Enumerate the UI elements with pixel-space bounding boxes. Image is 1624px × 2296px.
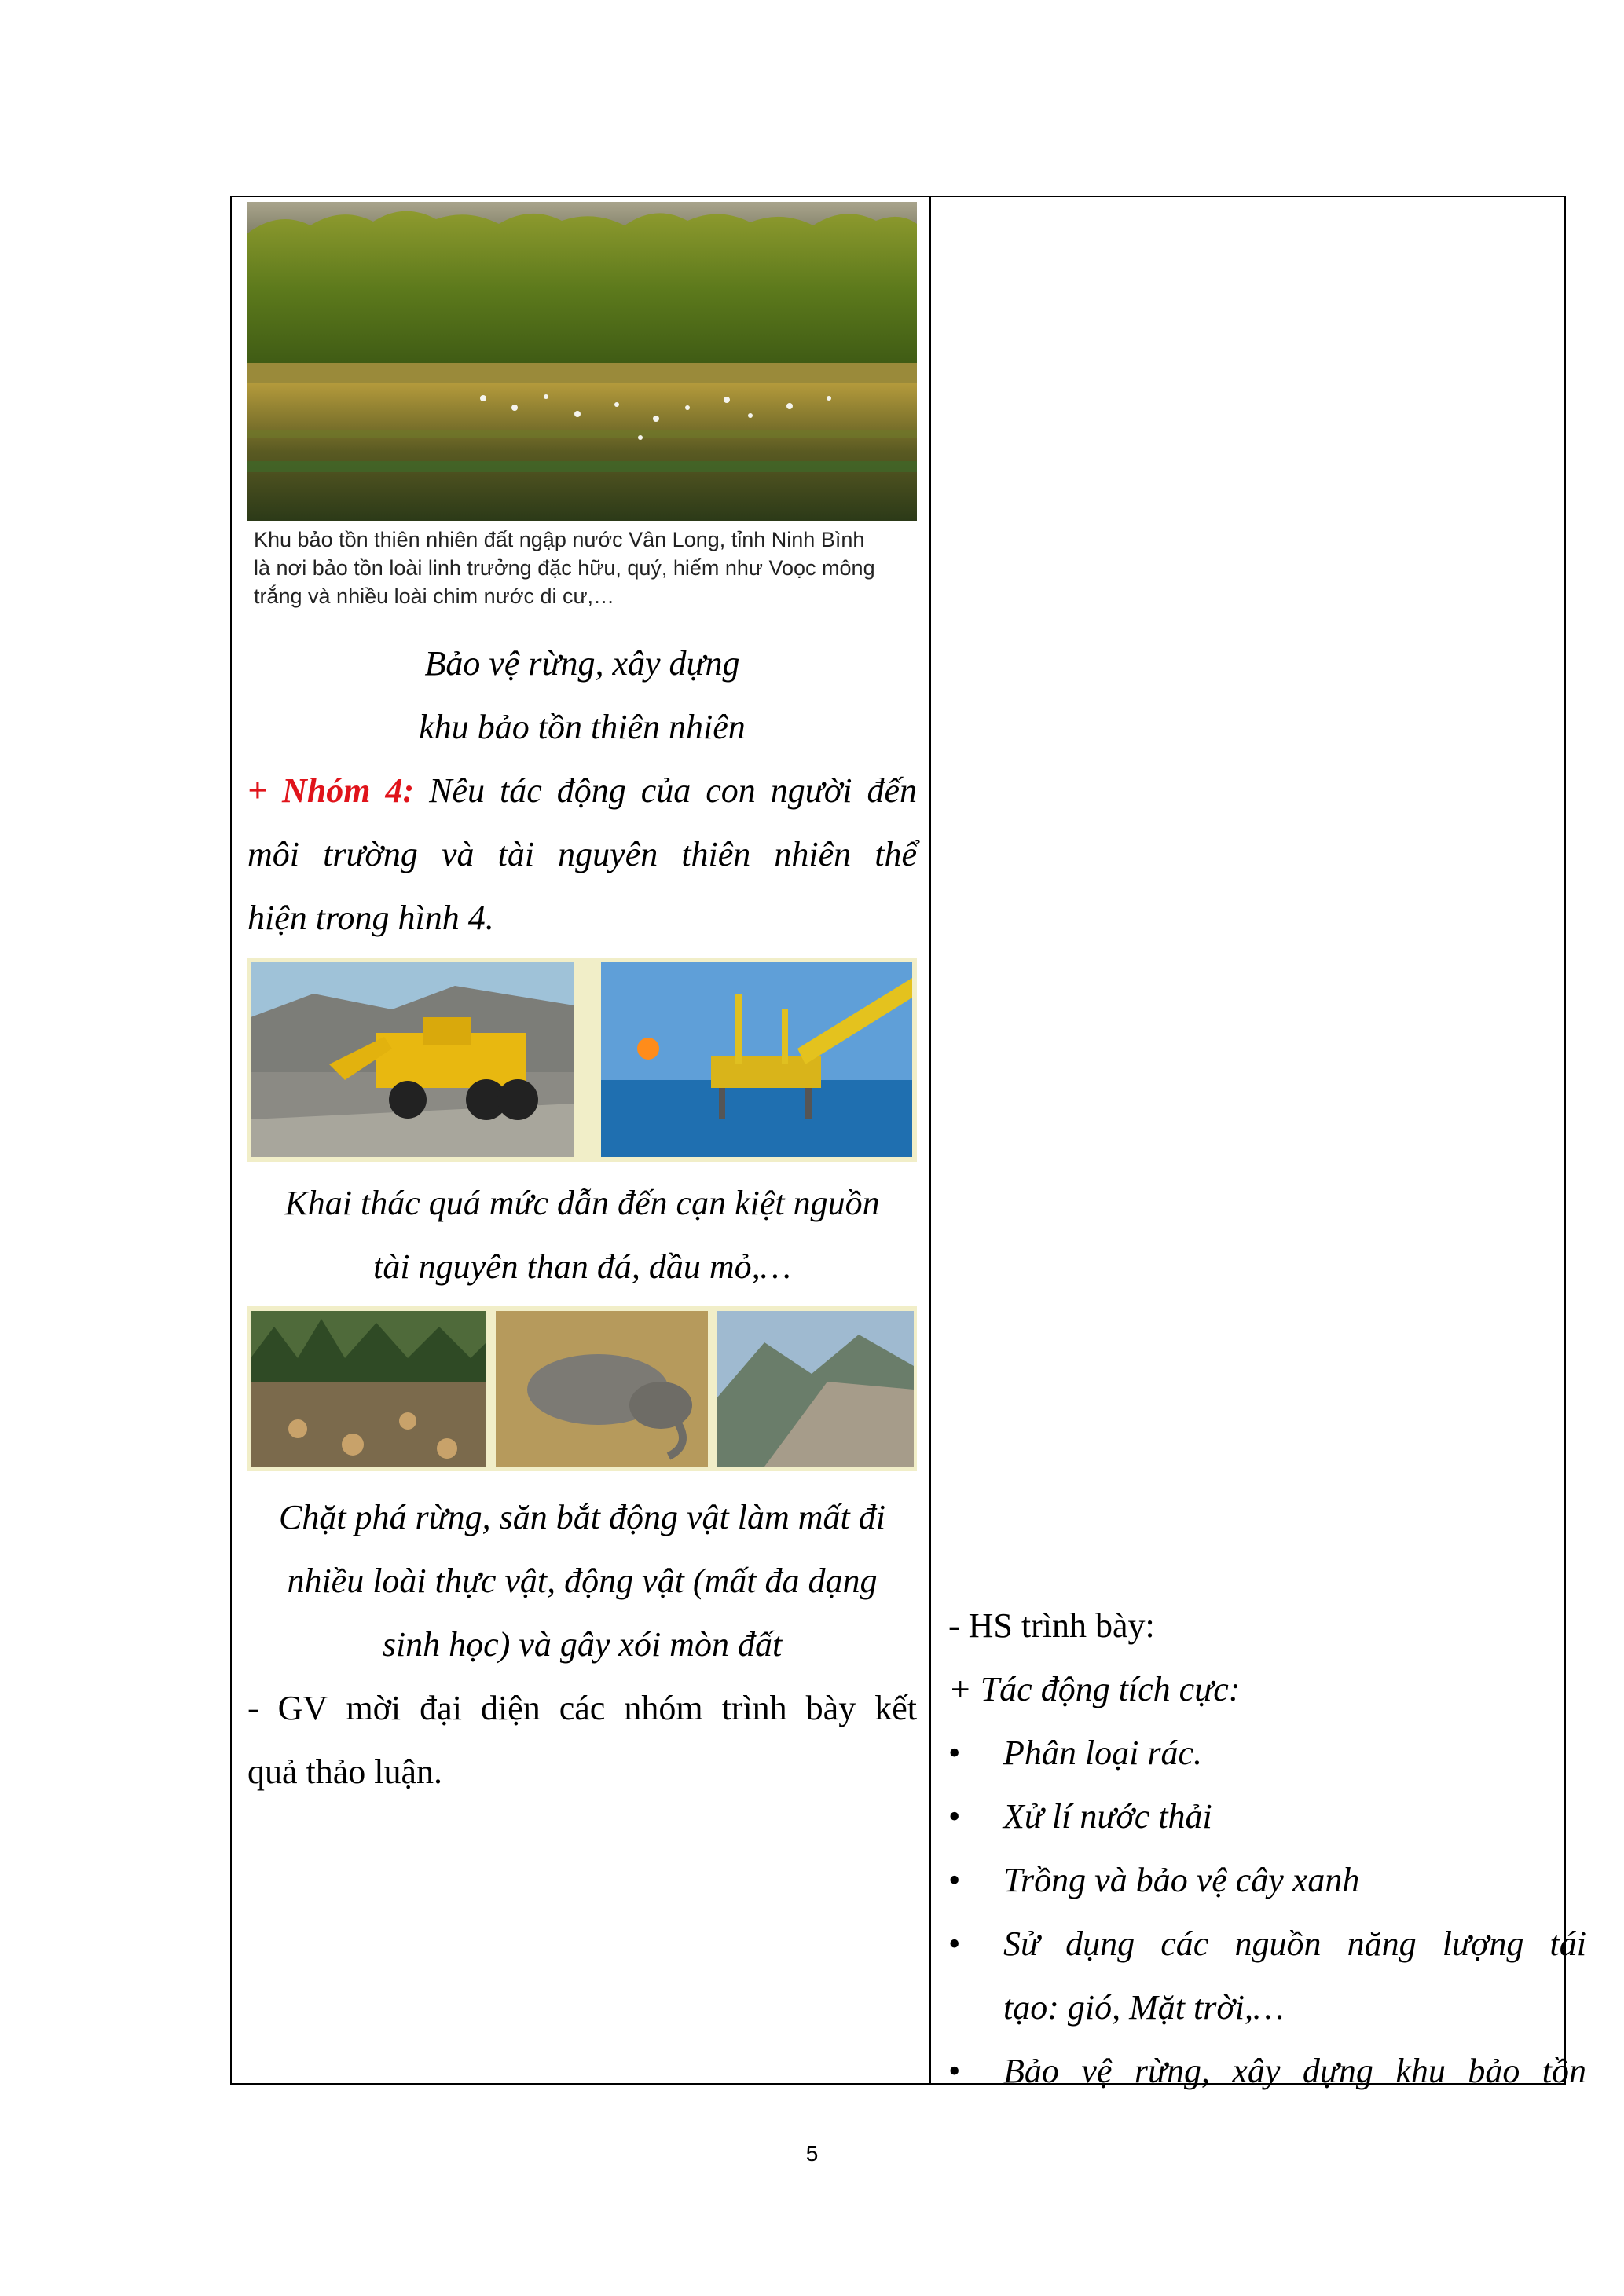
figure-caption: tài nguyên than đá, dầu mỏ,… — [373, 1247, 791, 1286]
bullet-item: Sử dụng các nguồn năng lượng tái — [1003, 1924, 1586, 1963]
landslide-photo — [717, 1311, 914, 1467]
bullet-item: Bảo vệ rừng, xây dựng khu bảo tồn — [1003, 2052, 1586, 2090]
bullet-marker: • — [948, 2052, 961, 2090]
figure-caption: sinh học) và gây xói mòn đất — [382, 1625, 783, 1664]
lesson-table — [230, 196, 1586, 2090]
figure-caption: nhiều loài thực vật, động vật (mất đa dạng — [287, 1562, 878, 1600]
bullet-item: Trồng và bảo vệ cây xanh — [1003, 1861, 1360, 1899]
figure-caption: Bảo vệ rừng, xây dựng — [424, 644, 740, 683]
dead-elephant-photo — [496, 1311, 708, 1467]
deforestation-photo — [251, 1311, 486, 1467]
caption-line: là nơi bảo tồn loài linh trưởng đặc hữu, quý, hiếm như Voọc mông — [254, 556, 875, 580]
photo-row-extraction — [247, 958, 917, 1162]
photo-row-damage — [247, 1306, 917, 1471]
positive-impact-heading: + Tác động tích cực: — [948, 1670, 1241, 1708]
group-4-task — [247, 759, 917, 822]
teacher-instruction: - GV mời đại diện các nhóm trình bày kết — [247, 1689, 917, 1727]
page-number: 5 — [805, 2141, 819, 2166]
figure-caption: khu bảo tồn thiên nhiên — [419, 708, 746, 746]
bullet-item: Phân loại rác. — [1003, 1734, 1202, 1772]
caption-line: trắng và nhiều loài chim nước di cư,… — [254, 584, 615, 608]
teacher-activity-column — [232, 197, 931, 2083]
bullet-marker: • — [948, 1861, 961, 1899]
wetland-photo-caption — [254, 525, 914, 610]
bullet-marker: • — [948, 1734, 961, 1772]
bullet-marker: • — [948, 1924, 961, 1963]
wetland-photo — [247, 202, 917, 524]
oil-platform-photo — [601, 962, 912, 1157]
mining-truck-photo — [251, 962, 574, 1157]
bullet-item-continued: tạo: gió, Mặt trời,… — [1003, 1988, 1285, 2027]
group-4-text: hiện trong hình 4. — [247, 899, 494, 937]
figure-caption: Khai thác quá mức dẫn đến cạn kiệt nguồn — [284, 1184, 880, 1222]
student-activity-column — [931, 197, 1586, 2090]
student-intro: - HS trình bày: — [948, 1606, 1155, 1645]
teacher-instruction: quả thảo luận. — [247, 1752, 443, 1791]
group-4-text: Nêu tác động của con người đến — [429, 771, 917, 810]
bullet-item: Xử lí nước thải — [1003, 1797, 1212, 1836]
bullet-marker: • — [948, 1797, 961, 1836]
caption-line: Khu bảo tồn thiên nhiên đất ngập nước Vân Long, tỉnh Ninh Bình — [254, 528, 865, 551]
group-4-text: môi trường và tài nguyên thiên nhiên thể — [247, 835, 917, 873]
group-4-label: + Nhóm 4: — [247, 771, 415, 810]
figure-caption: Chặt phá rừng, săn bắt động vật làm mất đi — [278, 1498, 886, 1536]
